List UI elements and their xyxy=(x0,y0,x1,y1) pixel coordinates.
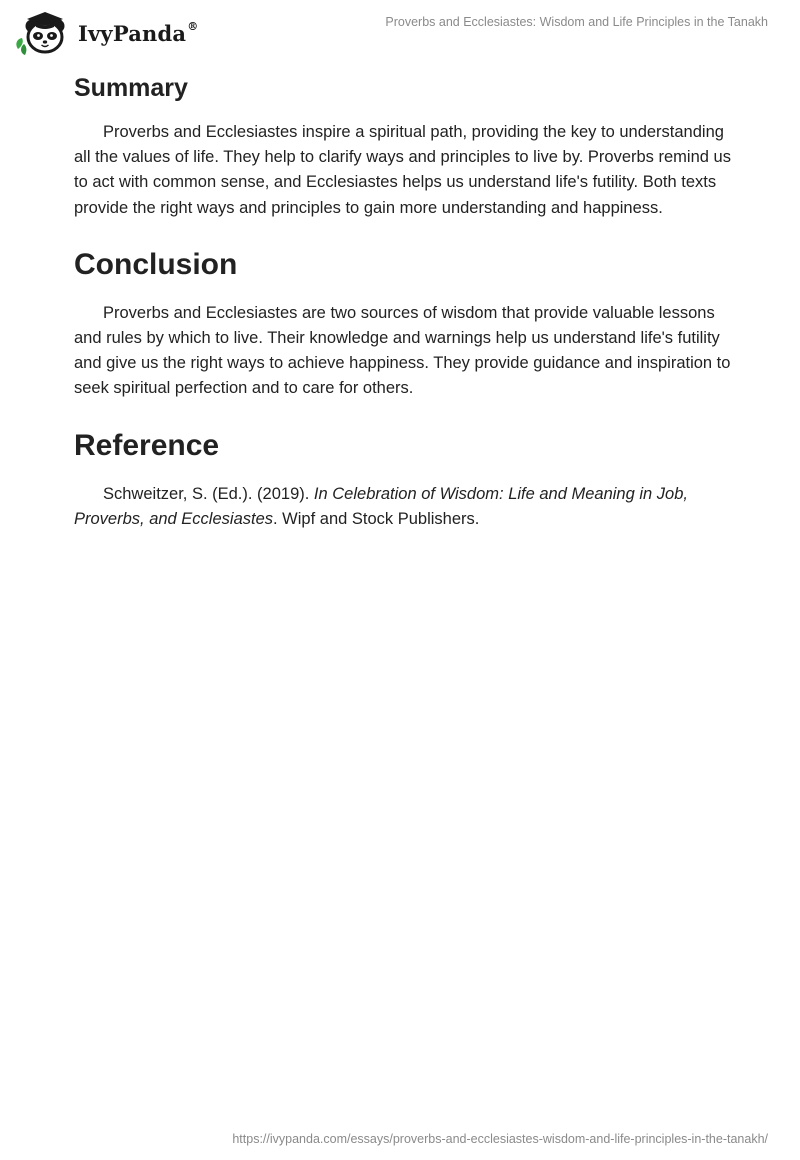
page-header xyxy=(0,0,800,62)
reference-section xyxy=(74,426,734,532)
footer-url[interactable]: https://ivypanda.com/essays/proverbs-and-ecclesiastes-wisdom-and-life-principles-in-the-tanakh/ xyxy=(232,1132,768,1146)
summary-heading: Summary xyxy=(74,74,188,102)
logo-text: IvyPanda xyxy=(78,20,187,46)
summary-paragraph: Proverbs and Ecclesiastes inspire a spiritual path, providing the key to understanding all the values of life. They help to clarify ways and principles to live by. Proverbs remind us to act with common sense, and Ecclesiastes helps us understand life's futility. Both texts provide the right ways and principles to gain more understanding and happiness. xyxy=(74,123,731,217)
summary-section xyxy=(74,70,734,221)
panda-graduation-cap-icon xyxy=(14,8,76,56)
conclusion-paragraph: Proverbs and Ecclesiastes are two sources of wisdom that provide valuable lessons and rules by which to live. Their knowledge and warnings help us understand life's futility and give us the right ways to achieve happiness. They provide guidance and inspiration to seek spiritual perfection and to care for others. xyxy=(74,303,731,398)
conclusion-heading: Conclusion xyxy=(74,247,238,281)
logo-wordmark xyxy=(78,21,198,46)
reference-publisher: . Wipf and Stock Publishers. xyxy=(273,509,480,528)
reference-heading: Reference xyxy=(74,428,220,462)
registered-mark: ® xyxy=(187,19,199,33)
reference-author-year: Schweitzer, S. (Ed.). (2019). xyxy=(103,484,314,503)
conclusion-section xyxy=(74,245,734,402)
ivypanda-logo[interactable] xyxy=(14,8,198,56)
essay-content xyxy=(74,70,734,532)
document-title: Proverbs and Ecclesiastes: Wisdom and Life Principles in the Tanakh xyxy=(385,15,768,29)
reference-book-title: In Celebration of Wisdom: Life and Meaning in Job, Proverbs, and Ecclesiastes xyxy=(74,484,688,528)
reference-entry xyxy=(74,482,734,532)
